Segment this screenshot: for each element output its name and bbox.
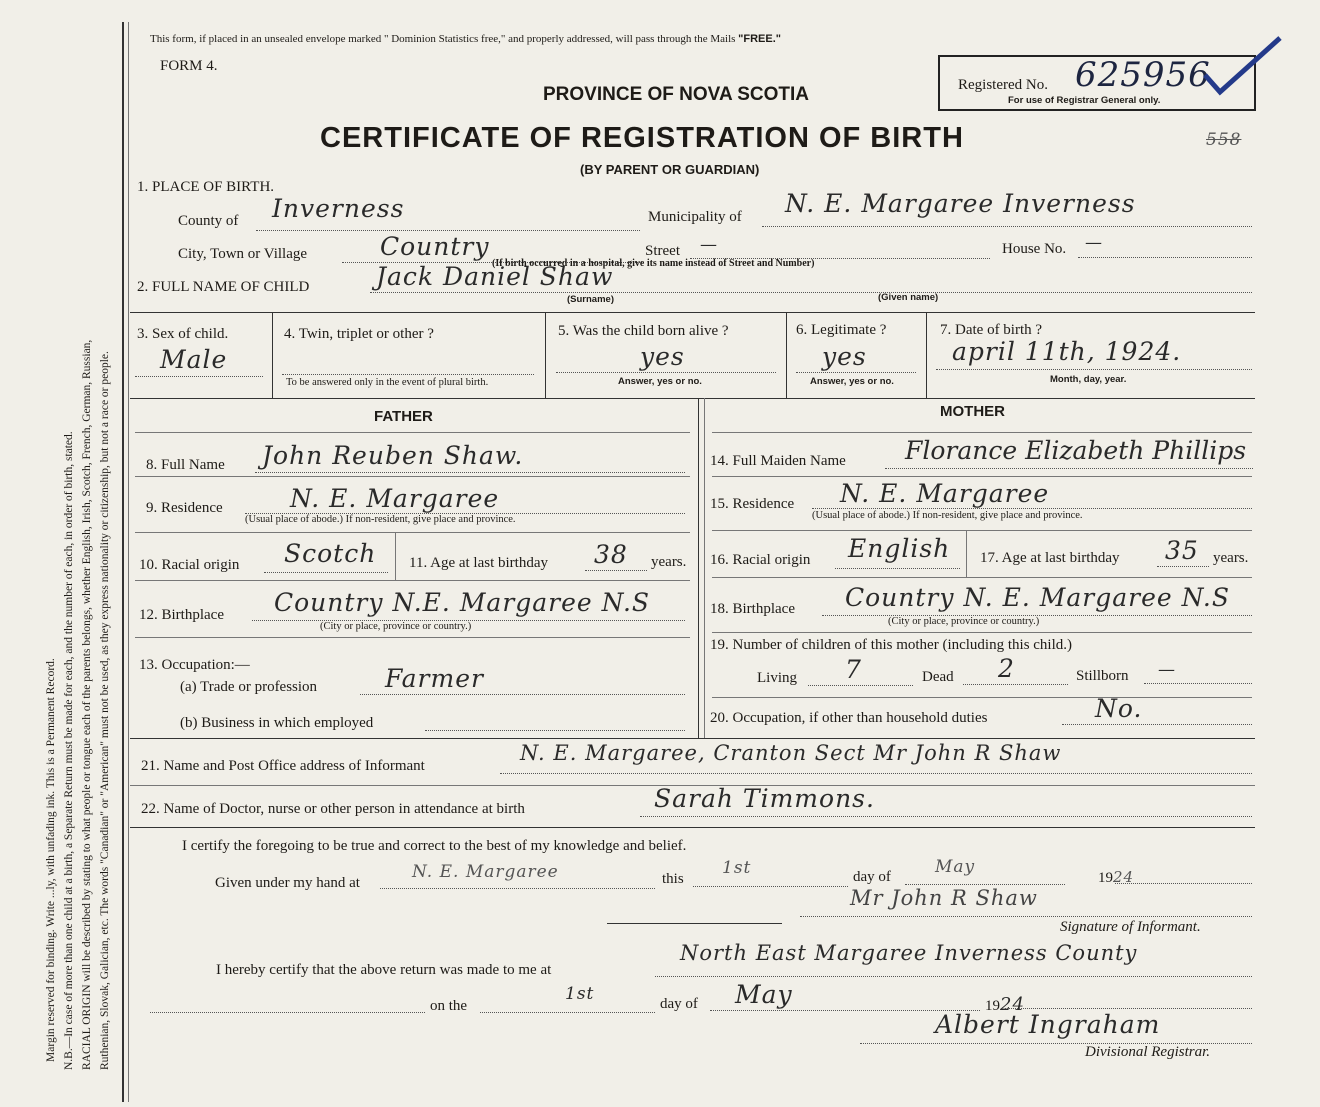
registrar-statement: I hereby certify that the above return was made to me at bbox=[216, 962, 552, 978]
stillborn-line bbox=[1144, 683, 1252, 684]
legitimate-label: 6. Legitimate ? bbox=[796, 322, 887, 338]
informant-label: 21. Name and Post Office address of Informant bbox=[141, 758, 425, 774]
mother-rule-3 bbox=[712, 530, 1252, 531]
dead-line bbox=[963, 684, 1068, 685]
house-no-line bbox=[1078, 257, 1252, 258]
father-name-line bbox=[255, 472, 685, 473]
father-years: years. bbox=[651, 554, 687, 570]
hospital-note: (If birth occurred in a hospital, give its name instead of Street and Number) bbox=[492, 258, 815, 269]
mother-rule-5 bbox=[712, 632, 1252, 633]
alive-label: 5. Was the child born alive ? bbox=[558, 323, 729, 339]
father-name-value: John Reuben Shaw. bbox=[262, 441, 524, 470]
children-count-label: 19. Number of children of this mother (including this child.) bbox=[710, 637, 1073, 653]
child-name-value: Jack Daniel Shaw bbox=[376, 262, 614, 291]
given-at-label: Given under my hand at bbox=[215, 875, 360, 891]
given-at-value: N. E. Margaree bbox=[412, 862, 559, 882]
margin-note-racial-cont: Ruthenian, Slovak, Galician, etc. The words "Canadian" or "American" must not be used, as they express nationality or citizenship, but not a race or people. bbox=[99, 351, 111, 1070]
mother-occupation-value: No. bbox=[1095, 694, 1143, 723]
mother-abode-note: (Usual place of abode.) If non-resident, give place and province. bbox=[812, 510, 1083, 521]
rule-bottom-row bbox=[130, 398, 1255, 399]
mother-rule-4 bbox=[712, 577, 1252, 578]
dob-value: april 11th, 1924. bbox=[952, 337, 1182, 366]
this-label: this bbox=[662, 871, 684, 887]
living-line bbox=[808, 685, 913, 686]
registrar-note: For use of Registrar General only. bbox=[1008, 95, 1161, 106]
father-rule-2 bbox=[135, 476, 690, 477]
registered-number: 625956 bbox=[1075, 55, 1211, 95]
certify-statement: I certify the foregoing to be true and correct to the best of my knowledge and belief. bbox=[182, 838, 687, 854]
legitimate-line bbox=[796, 372, 916, 373]
registrar-year-line bbox=[1005, 1008, 1252, 1009]
mother-birthplace-label: 18. Birthplace bbox=[710, 601, 795, 617]
mother-heading: MOTHER bbox=[940, 403, 1005, 420]
margin-note-racial: RACIAL ORIGIN will be described by stating to what people or tongue each of the parents belongs, whether English, Irish, Scotch, French, German, Russian, bbox=[81, 339, 93, 1070]
mother-birthplace-note: (City or place, province or country.) bbox=[888, 616, 1040, 627]
father-rule-5 bbox=[135, 637, 690, 638]
dead-value: 2 bbox=[998, 654, 1015, 683]
legitimate-note: Answer, yes or no. bbox=[810, 376, 894, 387]
father-birthplace-value: Country N.E. Margaree N.S bbox=[274, 588, 651, 617]
father-age-value: 38 bbox=[594, 540, 628, 569]
signature-rule-left bbox=[607, 923, 782, 924]
this-line bbox=[693, 886, 848, 887]
mother-name-line bbox=[885, 468, 1253, 469]
father-rule-4 bbox=[135, 580, 690, 581]
registrar-signature-label: Divisional Registrar. bbox=[1085, 1044, 1211, 1060]
father-mother-divider-inner bbox=[704, 398, 705, 738]
mother-name-label: 14. Full Maiden Name bbox=[710, 453, 846, 469]
father-racial-age-divider bbox=[395, 532, 396, 580]
place-of-birth-heading: 1. PLACE OF BIRTH. bbox=[137, 179, 275, 195]
father-rule-1 bbox=[135, 432, 690, 433]
county-label: County of bbox=[178, 213, 239, 229]
child-name-label: 2. FULL NAME OF CHILD bbox=[137, 279, 310, 295]
this-value: 1st bbox=[722, 858, 752, 878]
divider-alive-legit bbox=[786, 312, 787, 398]
mother-occupation-label: 20. Occupation, if other than household duties bbox=[710, 710, 988, 726]
margin-line bbox=[122, 22, 124, 1102]
margin-note-nb: N.B.—In case of more than one child at a birth, a Separate Return must be made for each, and the number of each, in order of birth, stated. bbox=[63, 431, 75, 1070]
father-age-label: 11. Age at last birthday bbox=[409, 555, 548, 571]
house-no-value: — bbox=[1085, 233, 1103, 253]
county-value: Inverness bbox=[272, 194, 405, 223]
rule-top-row bbox=[130, 312, 1255, 313]
father-racial-value: Scotch bbox=[284, 539, 377, 568]
twin-line bbox=[282, 374, 534, 375]
father-abode-note: (Usual place of abode.) If non-resident, give place and province. bbox=[245, 514, 516, 525]
divider-sex-twin bbox=[272, 312, 273, 398]
street-value: — bbox=[700, 235, 718, 255]
registrar-day-line bbox=[480, 1012, 655, 1013]
margin-line-inner bbox=[128, 22, 129, 1102]
father-rule-3 bbox=[135, 532, 690, 533]
page-title: CERTIFICATE OF REGISTRATION OF BIRTH bbox=[320, 122, 964, 154]
stamp-number: 558 bbox=[1206, 130, 1242, 150]
father-business-label: (b) Business in which employed bbox=[180, 715, 374, 731]
child-name-line bbox=[370, 292, 1252, 293]
twin-label: 4. Twin, triplet or other ? bbox=[284, 326, 434, 342]
cert-year-line bbox=[1115, 883, 1252, 884]
registrar-pre-line bbox=[150, 1012, 425, 1013]
county-line bbox=[256, 230, 640, 231]
dob-label: 7. Date of birth ? bbox=[940, 322, 1043, 338]
father-racial-label: 10. Racial origin bbox=[139, 557, 240, 573]
mother-residence-label: 15. Residence bbox=[710, 496, 795, 512]
father-age-line bbox=[585, 570, 647, 571]
father-birthplace-note: (City or place, province or country.) bbox=[320, 621, 472, 632]
municipality-line bbox=[762, 226, 1252, 227]
mother-age-value: 35 bbox=[1165, 536, 1199, 565]
father-trade-line bbox=[360, 694, 685, 695]
living-value: 7 bbox=[845, 655, 862, 684]
given-at-line bbox=[380, 888, 655, 889]
cert-day-of-label: day of bbox=[853, 869, 891, 885]
mother-residence-value: N. E. Margaree bbox=[840, 479, 1050, 508]
stillborn-label: Stillborn bbox=[1076, 668, 1129, 684]
registrar-place-value: North East Margaree Inverness County bbox=[680, 941, 1138, 965]
on-the-label: on the bbox=[430, 998, 468, 1014]
registered-label: Registered No. bbox=[958, 77, 1048, 93]
rule-certification-top bbox=[130, 827, 1255, 828]
given-name-note: (Given name) bbox=[878, 292, 939, 303]
city-label: City, Town or Village bbox=[178, 246, 308, 262]
mother-residence-line bbox=[812, 508, 1252, 509]
informant-signature-label: Signature of Informant. bbox=[1060, 919, 1201, 935]
mother-rule-6 bbox=[712, 697, 1252, 698]
legitimate-value: yes bbox=[822, 342, 867, 371]
alive-value: yes bbox=[640, 342, 685, 371]
mother-racial-label: 16. Racial origin bbox=[710, 552, 811, 568]
informant-value: N. E. Margaree, Cranton Sect Mr John R Shaw bbox=[520, 741, 1062, 765]
cert-year-value: 24 bbox=[1113, 868, 1135, 886]
informant-signature-line bbox=[800, 916, 1252, 917]
father-occupation-label: 13. Occupation:— bbox=[139, 657, 250, 673]
house-no-label: House No. bbox=[1002, 241, 1067, 257]
informant-signature: Mr John R Shaw bbox=[850, 886, 1038, 910]
father-trade-label: (a) Trade or profession bbox=[180, 679, 318, 695]
mother-racial-age-divider bbox=[966, 530, 967, 577]
doctor-label: 22. Name of Doctor, nurse or other person in attendance at birth bbox=[141, 801, 525, 817]
father-residence-value: N. E. Margaree bbox=[290, 484, 500, 513]
twin-note: To be answered only in the event of plural birth. bbox=[286, 377, 489, 388]
father-business-line bbox=[425, 730, 685, 731]
father-racial-line bbox=[264, 572, 388, 573]
dob-note: Month, day, year. bbox=[1050, 374, 1127, 385]
page-subtitle: (BY PARENT OR GUARDIAN) bbox=[580, 162, 760, 177]
dead-label: Dead bbox=[922, 669, 954, 685]
municipality-value: N. E. Margaree Inverness bbox=[785, 189, 1136, 218]
alive-line bbox=[556, 372, 776, 373]
dob-line bbox=[936, 369, 1252, 370]
doctor-value: Sarah Timmons. bbox=[654, 784, 875, 813]
registered-check-mark bbox=[1200, 30, 1290, 100]
municipality-label: Municipality of bbox=[648, 209, 742, 225]
mother-racial-value: English bbox=[848, 534, 951, 563]
registrar-signature: Albert Ingraham bbox=[935, 1010, 1161, 1039]
surname-note: (Surname) bbox=[567, 294, 614, 305]
mother-birthplace-value: Country N. E. Margaree N.S bbox=[845, 583, 1230, 612]
alive-note: Answer, yes or no. bbox=[618, 376, 702, 387]
mother-age-label: 17. Age at last birthday bbox=[980, 550, 1120, 566]
rule-informant-top bbox=[130, 738, 1255, 739]
registrar-day-of-label: day of bbox=[660, 996, 698, 1012]
father-mother-divider bbox=[698, 398, 699, 738]
father-heading: FATHER bbox=[374, 408, 433, 425]
registrar-year-value: 24 bbox=[1000, 994, 1025, 1015]
divider-legit-dob bbox=[926, 312, 927, 398]
doctor-line bbox=[640, 816, 1252, 817]
city-value: Country bbox=[380, 232, 490, 261]
cert-month-line bbox=[905, 884, 1065, 885]
mother-name-value: Florance Elizabeth Phillips bbox=[905, 436, 1247, 465]
informant-line bbox=[500, 773, 1252, 774]
margin-note-binding: Margin reserved for binding. Write ...ly, with unfading ink. This is a Permanent Record. bbox=[45, 658, 57, 1062]
registrar-year-prefix: 1924 bbox=[985, 994, 1025, 1015]
registrar-day-value: 1st bbox=[565, 984, 595, 1004]
sex-label: 3. Sex of child. bbox=[137, 326, 229, 342]
registrar-month-value: May bbox=[735, 980, 793, 1009]
mother-years: years. bbox=[1213, 550, 1249, 566]
form-number: FORM 4. bbox=[160, 58, 218, 74]
father-trade-value: Farmer bbox=[385, 664, 484, 693]
mother-occupation-line bbox=[1062, 724, 1252, 725]
stillborn-value: — bbox=[1158, 660, 1176, 680]
mother-rule-2 bbox=[712, 476, 1252, 477]
cert-month-value: May bbox=[935, 857, 976, 877]
postal-note: This form, if placed in an unsealed envelope marked " Dominion Statistics free," and properly addressed, will pass through the Mails "FREE." bbox=[150, 33, 781, 45]
divider-twin-alive bbox=[545, 312, 546, 398]
registrar-place-line bbox=[655, 976, 1252, 977]
sex-value: Male bbox=[160, 345, 228, 374]
living-label: Living bbox=[757, 670, 797, 686]
street-label: Street bbox=[645, 243, 680, 259]
father-name-label: 8. Full Name bbox=[146, 457, 225, 473]
mother-age-line bbox=[1157, 566, 1209, 567]
sex-line bbox=[135, 376, 263, 377]
father-birthplace-label: 12. Birthplace bbox=[139, 607, 224, 623]
father-residence-label: 9. Residence bbox=[146, 500, 223, 516]
mother-rule-1 bbox=[712, 432, 1252, 433]
province-heading: PROVINCE OF NOVA SCOTIA bbox=[543, 84, 810, 105]
cert-year-prefix: 1924 bbox=[1098, 868, 1135, 886]
mother-racial-line bbox=[835, 568, 960, 569]
